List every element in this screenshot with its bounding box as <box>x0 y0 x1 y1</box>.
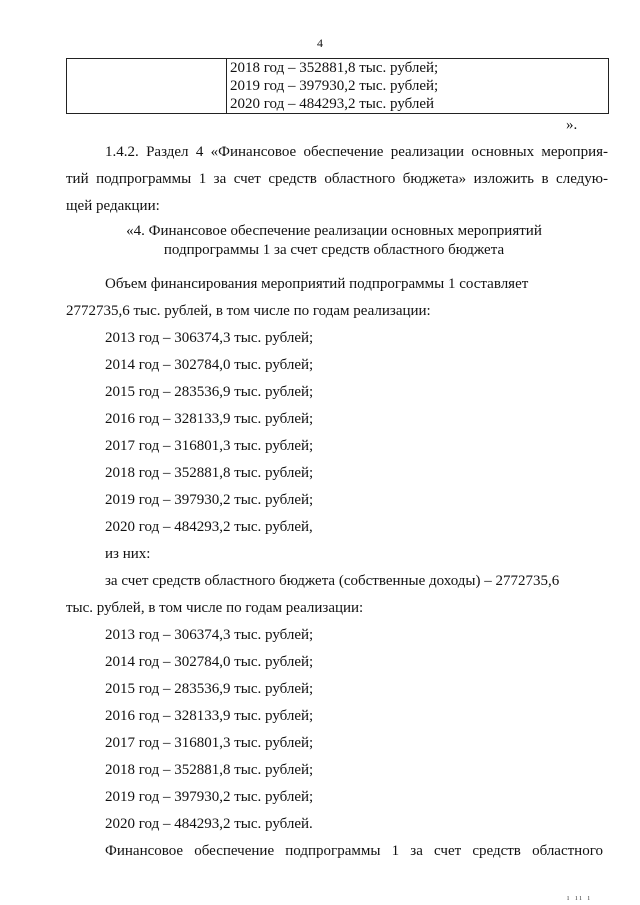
funding-table-fragment <box>66 58 609 114</box>
regional-line-1: за счет средств областного бюджета (собственные доходы) – 2772735,6 <box>105 573 560 589</box>
year-item: 2013 год – 306374,3 тыс. рублей; <box>105 627 314 643</box>
year-item: 2018 год – 352881,8 тыс. рублей; <box>105 465 314 481</box>
year-item: 2014 год – 302784,0 тыс. рублей; <box>105 654 314 670</box>
year-item: 2017 год – 316801,3 тыс. рублей; <box>105 735 314 751</box>
table-empty-cell <box>67 59 227 114</box>
table-row: 2018 год – 352881,8 тыс. рублей; <box>230 60 439 76</box>
clause-line-3: щей редакции: <box>66 198 160 214</box>
regional-line-2: тыс. рублей, в том числе по годам реализации: <box>66 600 364 616</box>
year-item: 2016 год – 328133,9 тыс. рублей; <box>105 411 314 427</box>
section-title-line-2: подпрограммы 1 за счет средств областного бюджета <box>163 242 505 258</box>
year-item: 2019 год – 397930,2 тыс. рублей; <box>105 492 314 508</box>
table-row: 2019 год – 397930,2 тыс. рублей; <box>230 78 439 94</box>
year-item: 2019 год – 397930,2 тыс. рублей; <box>105 789 314 805</box>
clause-line-2: тий подпрограммы 1 за счет средств областного бюджета» изложить в следую- <box>66 171 608 187</box>
year-item: 2015 год – 283536,9 тыс. рублей; <box>105 681 314 697</box>
year-item: 2020 год – 484293,2 тыс. рублей. <box>105 816 313 832</box>
scan-footer-mark: ı ıı ı <box>567 893 592 902</box>
volume-line-2: 2772735,6 тыс. рублей, в том числе по годам реализации: <box>66 303 431 319</box>
year-item: 2017 год – 316801,3 тыс. рублей; <box>105 438 314 454</box>
section-title-line-1: «4. Финансовое обеспечение реализации основных мероприятий <box>126 223 542 239</box>
year-item: 2016 год – 328133,9 тыс. рублей; <box>105 708 314 724</box>
final-line: Финансовое обеспечение подпрограммы 1 за счет средств областного <box>105 843 603 859</box>
of-them-label: из них: <box>105 546 151 562</box>
table-row: 2020 год – 484293,2 тыс. рублей <box>230 96 435 112</box>
closing-quote: ». <box>566 117 578 133</box>
year-item: 2020 год – 484293,2 тыс. рублей, <box>105 519 313 535</box>
year-item: 2014 год – 302784,0 тыс. рублей; <box>105 357 314 373</box>
year-item: 2018 год – 352881,8 тыс. рублей; <box>105 762 314 778</box>
page-number: 4 <box>317 36 323 50</box>
year-item: 2013 год – 306374,3 тыс. рублей; <box>105 330 314 346</box>
year-item: 2015 год – 283536,9 тыс. рублей; <box>105 384 314 400</box>
table-years-cell <box>227 59 609 114</box>
volume-line-1: Объем финансирования мероприятий подпрограммы 1 составляет <box>105 276 529 292</box>
clause-line-1: 1.4.2. Раздел 4 «Финансовое обеспечение реализации основных мероприя- <box>105 144 608 160</box>
